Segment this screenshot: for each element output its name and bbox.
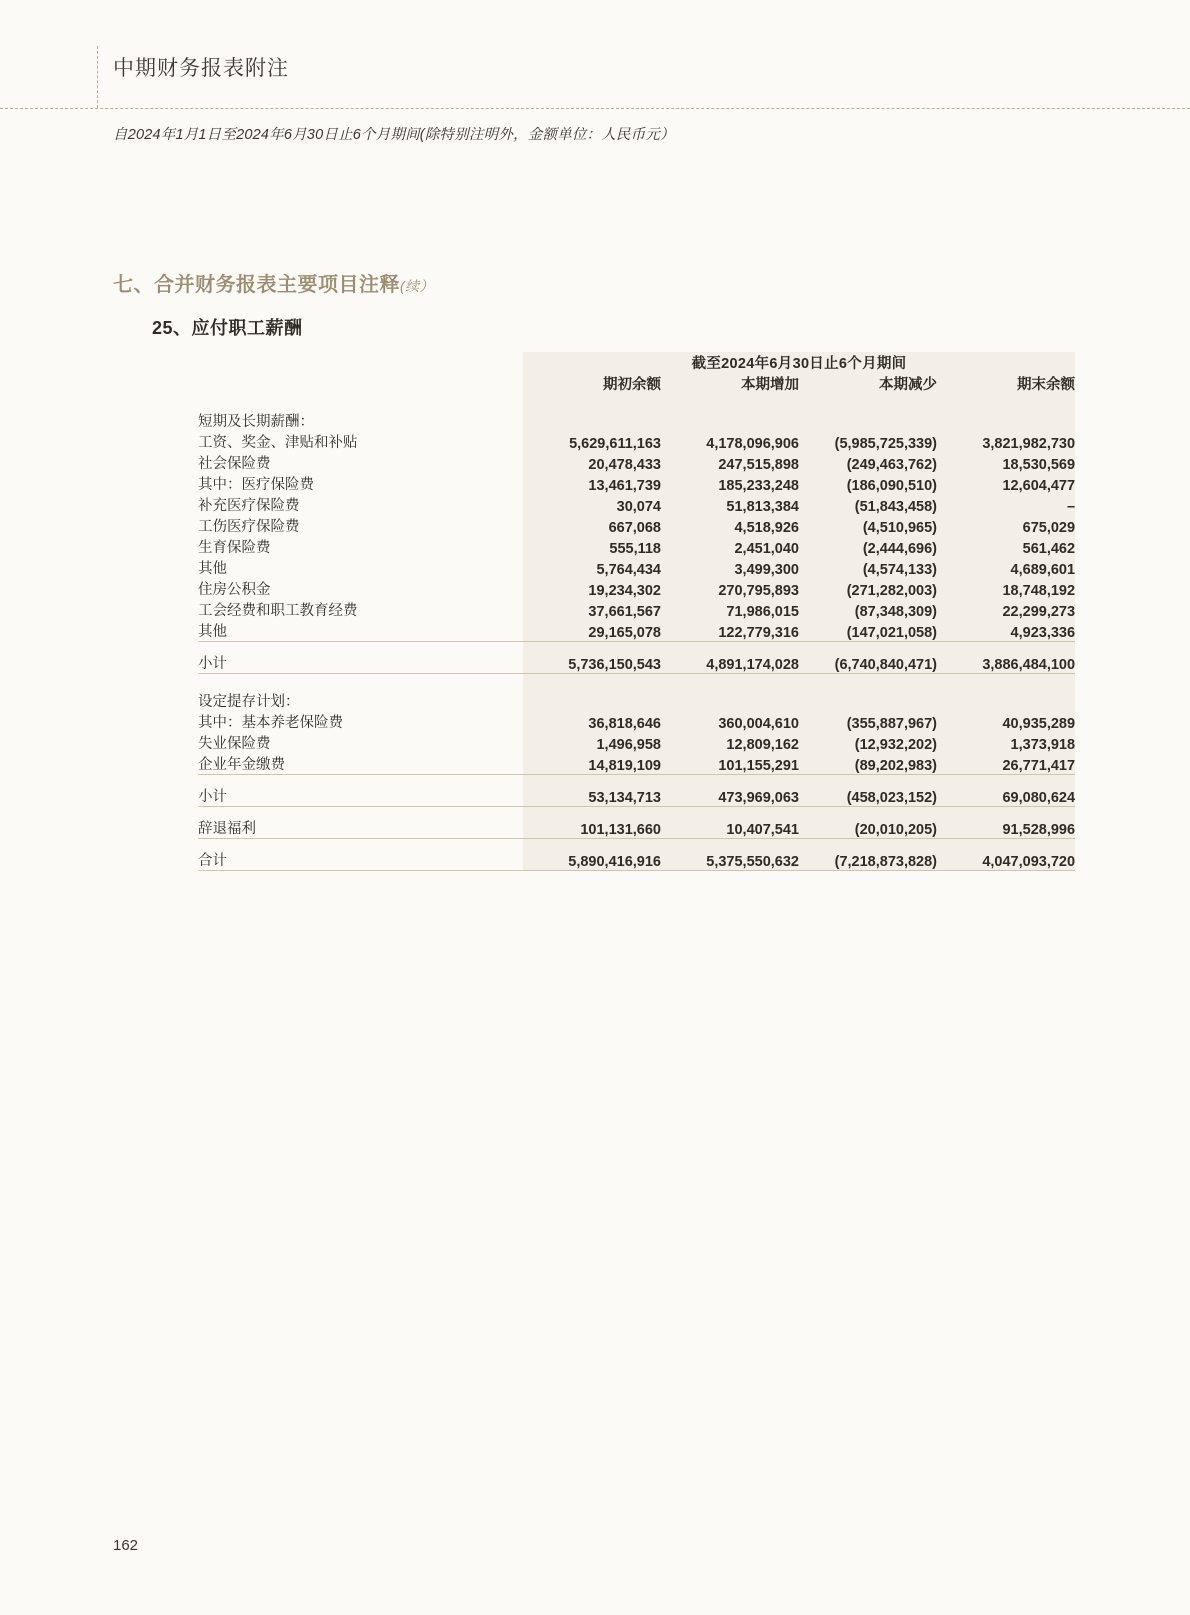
row-value: 3,821,982,730	[937, 431, 1075, 452]
subtotal-value: 3,886,484,100	[937, 652, 1075, 674]
row-value: 12,604,477	[937, 473, 1075, 494]
row-value: (186,090,510)	[799, 473, 937, 494]
subtotal-value: (458,023,152)	[799, 785, 937, 807]
row-value: 12,809,162	[661, 732, 799, 753]
row-value: (87,348,309)	[799, 599, 937, 620]
subtotal-value: 5,736,150,543	[523, 652, 661, 674]
row-value: 360,004,610	[661, 711, 799, 732]
table-header-period: 截至2024年6月30日止6个月期间	[523, 352, 1075, 373]
page-subtitle: 自2024年1月1日至2024年6月30日止6个月期间(除特别注明外，金额单位：人民币元）	[113, 127, 675, 143]
row-value: 1,496,958	[523, 732, 661, 753]
table-header	[198, 352, 1075, 394]
row-label: 工伤医疗保险费	[198, 519, 300, 535]
column-header-closing-balance: 期末余额	[937, 373, 1075, 394]
employee-benefits-table-wrapper	[198, 352, 1075, 871]
row-value	[799, 410, 937, 431]
row-label: 社会保险费	[198, 456, 271, 472]
row-value: 3,499,300	[661, 557, 799, 578]
row-label: 其中：医疗保险费	[198, 477, 314, 493]
severance-label: 辞退福利	[198, 817, 523, 839]
row-value: (89,202,983)	[799, 753, 937, 775]
table-row	[198, 452, 1075, 473]
row-value: (4,574,133)	[799, 557, 937, 578]
table-header-period-row	[198, 352, 1075, 373]
row-label: 其他	[198, 561, 227, 577]
subtotal-row	[198, 785, 1075, 807]
table-row	[198, 410, 1075, 431]
row-value: 71,986,015	[661, 599, 799, 620]
table-header-blank-2	[198, 373, 523, 394]
table-header-blank	[198, 352, 523, 373]
subtotal-label: 小计	[198, 785, 523, 807]
row-value: 26,771,417	[937, 753, 1075, 775]
row-value: 5,629,611,163	[523, 431, 661, 452]
row-label: 其他	[198, 620, 523, 642]
row-value: 36,818,646	[523, 711, 661, 732]
row-value: 20,478,433	[523, 452, 661, 473]
row-value: 122,779,316	[661, 620, 799, 642]
row-value: 5,764,434	[523, 557, 661, 578]
row-value	[799, 690, 937, 711]
table-spacer-row	[198, 775, 1075, 786]
table-row	[198, 599, 1075, 620]
row-value	[523, 410, 661, 431]
total-value: 5,890,416,916	[523, 849, 661, 871]
severance-row	[198, 817, 1075, 839]
table-row	[198, 753, 1075, 775]
row-label: 工会经费和职工教育经费	[198, 603, 358, 619]
row-value	[523, 690, 661, 711]
row-value	[661, 410, 799, 431]
column-header-decrease: 本期减少	[799, 373, 937, 394]
row-value: 4,923,336	[937, 620, 1075, 642]
row-value: 40,935,289	[937, 711, 1075, 732]
table-row	[198, 557, 1075, 578]
row-value: 1,373,918	[937, 732, 1075, 753]
subtotal-value: 473,969,063	[661, 785, 799, 807]
row-value: 247,515,898	[661, 452, 799, 473]
row-label: 工资、奖金、津贴和补贴	[198, 435, 358, 451]
row-label: 住房公积金	[198, 582, 271, 598]
table-row	[198, 494, 1075, 515]
row-value: (51,843,458)	[799, 494, 937, 515]
table-spacer-row	[198, 674, 1075, 691]
row-value	[937, 690, 1075, 711]
severance-value: 91,528,996	[937, 817, 1075, 839]
severance-value: 10,407,541	[661, 817, 799, 839]
section-heading-text: 七、合并财务报表主要项目注释	[113, 274, 400, 296]
table-row	[198, 578, 1075, 599]
section-heading	[113, 268, 434, 297]
row-value: (4,510,965)	[799, 515, 937, 536]
severance-value: (20,010,205)	[799, 817, 937, 839]
row-value: 29,165,078	[523, 620, 661, 642]
table-body	[198, 394, 1075, 871]
subtotal-value: 4,891,174,028	[661, 652, 799, 674]
table-spacer-row	[198, 807, 1075, 818]
row-value: 13,461,739	[523, 473, 661, 494]
row-value: 667,068	[523, 515, 661, 536]
row-label: 生育保险费	[198, 540, 271, 556]
subsection-heading: 25、应付职工薪酬	[152, 318, 303, 338]
row-value: 18,748,192	[937, 578, 1075, 599]
table-row	[198, 536, 1075, 557]
row-label: 企业年金缴费	[198, 753, 523, 775]
page-title: 中期财务报表附注	[113, 56, 289, 80]
row-value: –	[937, 494, 1075, 515]
row-label: 其中：基本养老保险费	[198, 715, 343, 731]
table-row	[198, 515, 1075, 536]
row-value	[661, 690, 799, 711]
subtotal-value: 53,134,713	[523, 785, 661, 807]
row-value: (147,021,058)	[799, 620, 937, 642]
row-value: 37,661,567	[523, 599, 661, 620]
total-value: (7,218,873,828)	[799, 849, 937, 871]
subtotal-label: 小计	[198, 652, 523, 674]
page-number: 162	[113, 1537, 139, 1554]
section-heading-continued: (续）	[400, 278, 435, 294]
table-row	[198, 711, 1075, 732]
row-value: 18,530,569	[937, 452, 1075, 473]
row-value: (2,444,696)	[799, 536, 937, 557]
total-label: 合计	[198, 849, 523, 871]
total-value: 4,047,093,720	[937, 849, 1075, 871]
row-value: 270,795,893	[661, 578, 799, 599]
subtotal-value: (6,740,840,471)	[799, 652, 937, 674]
table-header-columns-row	[198, 373, 1075, 394]
subtotal-row	[198, 652, 1075, 674]
total-value: 5,375,550,632	[661, 849, 799, 871]
table-spacer-row	[198, 394, 1075, 410]
row-value: 101,155,291	[661, 753, 799, 775]
row-label: 短期及长期薪酬：	[198, 414, 314, 430]
row-value: 555,118	[523, 536, 661, 557]
row-label: 设定提存计划：	[198, 694, 300, 710]
column-header-increase: 本期增加	[661, 373, 799, 394]
subtotal-value: 69,080,624	[937, 785, 1075, 807]
table-row	[198, 620, 1075, 642]
column-header-opening-balance: 期初余额	[523, 373, 661, 394]
row-value: 4,518,926	[661, 515, 799, 536]
row-value: (271,282,003)	[799, 578, 937, 599]
header-divider-horizontal	[0, 108, 1190, 109]
row-label: 失业保险费	[198, 736, 271, 752]
row-value: 19,234,302	[523, 578, 661, 599]
table-spacer-row	[198, 642, 1075, 653]
row-value: 675,029	[937, 515, 1075, 536]
row-value: (249,463,762)	[799, 452, 937, 473]
row-value: 4,689,601	[937, 557, 1075, 578]
row-value: 561,462	[937, 536, 1075, 557]
table-row	[198, 473, 1075, 494]
table-spacer-row	[198, 839, 1075, 850]
row-value: 2,451,040	[661, 536, 799, 557]
row-value: 30,074	[523, 494, 661, 515]
table-row	[198, 431, 1075, 452]
row-value: 14,819,109	[523, 753, 661, 775]
row-label: 补充医疗保险费	[198, 498, 300, 514]
table-row	[198, 690, 1075, 711]
row-value: 22,299,273	[937, 599, 1075, 620]
row-value: (355,887,967)	[799, 711, 937, 732]
header-divider-vertical	[97, 46, 98, 108]
total-row	[198, 849, 1075, 871]
row-value: 51,813,384	[661, 494, 799, 515]
row-value: 4,178,096,906	[661, 431, 799, 452]
employee-benefits-table	[198, 352, 1075, 871]
row-value: (12,932,202)	[799, 732, 937, 753]
row-value: (5,985,725,339)	[799, 431, 937, 452]
severance-value: 101,131,660	[523, 817, 661, 839]
table-row	[198, 732, 1075, 753]
row-value	[937, 410, 1075, 431]
row-value: 185,233,248	[661, 473, 799, 494]
